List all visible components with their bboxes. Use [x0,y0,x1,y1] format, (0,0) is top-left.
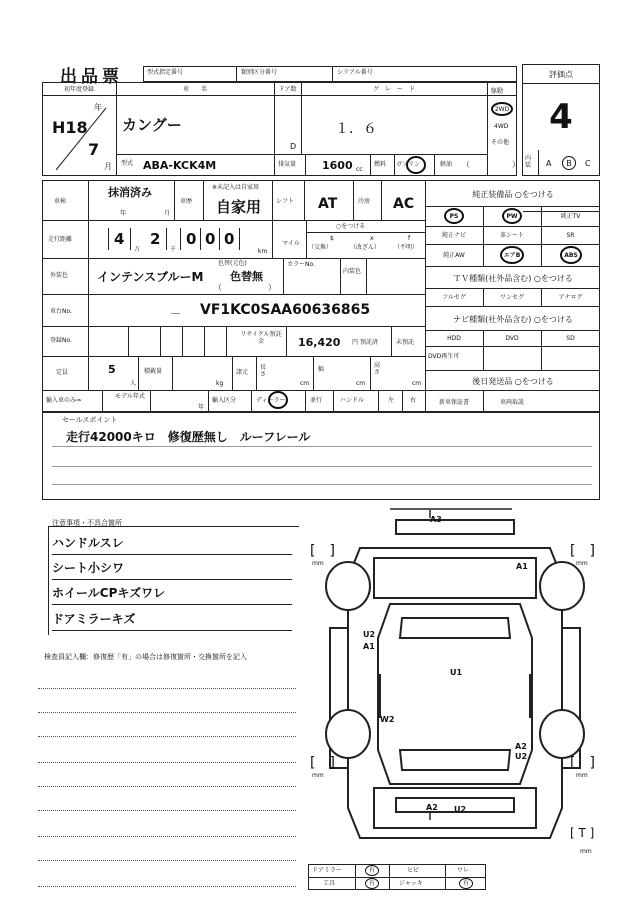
diagonal-slash [52,106,112,172]
interior-c[interactable]: C [585,159,591,168]
shareki-label: 車歴 [180,198,193,205]
eval-value: 4 [549,97,573,137]
shift-label: シフト [276,198,295,205]
model-year-unit: 年 [198,404,205,411]
colorno-label: カラーNo. [287,261,315,268]
shift-value: AT [318,196,338,212]
mark-a1-right: A1 [516,562,528,571]
bottom-table [308,864,486,890]
bracket-front-right: [ ] [570,543,595,559]
eval-label: 評価点 [523,65,599,84]
header-ids [143,66,517,82]
change-opt-3[interactable]: f [408,235,411,242]
bottom-jack-mark: 有 [459,878,473,889]
recycle-value: 16,420 [298,336,341,349]
month-label: 月 [104,162,112,171]
drive-4wd[interactable]: 4WD [494,123,509,130]
drive-other[interactable]: その他 [491,139,510,146]
mm-spare: mm [580,848,592,855]
shaken-value: 抹消済み [108,186,152,199]
import-dealer[interactable]: ディーラー [256,397,286,404]
later-warranty[interactable]: 新車保証書 [438,398,469,406]
mm-front-left: mm [312,560,324,567]
len-label: 長さ [260,364,267,378]
capacity-unit: 人 [130,380,137,387]
first-reg-label: 初年度登録 [63,85,94,93]
reibo-label: 冷房 [358,198,371,205]
mark-u2-right: U2 [515,752,528,761]
change-label-1: （交換） [308,244,333,251]
note-item-4: ドアミラーキズ [52,608,292,631]
interior-a[interactable]: A [546,159,552,168]
navi-title: ナビ種類(社外品含む) ○をつける [453,314,573,324]
door-label: ドア数 [278,85,297,93]
mark-u2-bottom: U2 [454,805,467,814]
len-unit: cm [300,380,310,387]
carname-label: 車 名 [182,85,207,93]
katashiki-label: 型式指定番号 [147,69,184,76]
bottom-mirror-label: ドアミラー [312,867,342,874]
note-item-2: シート小シワ [52,557,292,580]
color-orig-label: 色替(元色) [218,260,247,267]
sales-block [42,412,600,500]
color-orig-value: 色替無 [230,270,263,283]
distance-sen: 千 [170,246,177,253]
height-label: 高さ [374,362,381,376]
import-label: 輸入車のみ⇒ [46,397,82,404]
navi-hdd[interactable]: HDD [447,334,461,342]
bottom-crack-label: ヒビ [407,867,420,874]
bracket-rear-left: [ ] [310,755,335,771]
model-year-label: モデル年式 [115,393,145,400]
load-label: 積載量 [144,368,163,375]
change-label-3: （不明） [394,244,419,251]
distance-digit-4: 0 [205,230,216,248]
change-label-2: （改ざん） [350,244,381,251]
kei-label: 軽油 [440,161,453,168]
options-title: 純正装備品 ○をつける [472,189,554,199]
month-value: 7 [88,140,100,159]
mm-rear-right: mm [576,772,588,779]
handle-right[interactable]: 右 [410,397,417,404]
tv-oneseg[interactable]: ワンセグ [499,293,524,301]
bracket-rear-right: [ ] [570,755,595,771]
import-parallel[interactable]: 並行 [310,397,323,404]
distance-label: 走行距離 [48,236,73,243]
spare-t: T [578,826,586,840]
mark-a1-left: A1 [363,642,375,651]
mark-w2: W2 [380,715,395,724]
drive-label: 駆動 [491,88,504,95]
height-unit: cm [412,380,422,387]
note-item-1: ハンドルスレ [52,532,292,555]
chassis-label: 車台No. [50,308,72,315]
tv-analog[interactable]: アナログ [558,293,583,301]
reg-label: 登録No. [50,337,72,344]
width-label: 幅 [318,366,325,373]
sales-label: セールスポイント [62,416,118,424]
mark-a3: A3 [430,515,442,524]
mark-a2-bottom: A2 [426,803,438,812]
bottom-mirror-mark: 有 [365,865,379,876]
reibo-value: AC [393,196,415,212]
capacity-label: 定員 [56,369,69,376]
paren-open: （ [462,160,470,169]
interior-label: 内装 [525,155,532,169]
mark-a2-right: A2 [515,742,527,751]
opt-pw-circled[interactable]: PW [502,208,522,224]
grade-label: グ レ ー ド [372,85,415,93]
dvd-label: DVD再生可 [428,353,460,360]
tv-title: ＴＶ種類(社外品含む) ○をつける [453,273,573,283]
drive-2wd-circled[interactable]: 2WD [491,102,513,116]
color-orig-paren-open: （ [214,283,222,292]
capacity-value: 5 [108,363,116,376]
sales-text: 走行42000キロ 修復歴無し ルーフレール [66,430,311,444]
shaken-year: 年 [120,210,127,217]
door-unit: D [290,142,297,151]
opt-abs-circled[interactable]: ABS [560,246,582,264]
distance-man: 万 [134,246,141,253]
opt-tv[interactable]: 純正TV [560,212,581,220]
navi-dvd[interactable]: DVD [505,334,519,342]
notes-label: 注意事項・不具合箇所 [52,519,122,527]
change-opt-1[interactable]: $ [330,235,334,242]
bottom-jack-label: ジャッキ [399,880,423,887]
bottom-tool-mark: 有 [365,878,379,889]
color-label: 外装色 [50,272,69,279]
model-value: ABA-KCK4M [143,159,217,172]
displacement-unit: cc [356,166,363,173]
color-value: インテンスブルーM [97,270,204,284]
inspector-note: 検査員記入欄：修復歴「有」の場合は修復箇所・交換箇所を記入 [44,653,247,661]
recycle-label: リサイクル預託金 [240,331,282,345]
shareki-note: ※未記入は自家用 [212,184,260,191]
handle-label: ハンドル [340,397,365,404]
displacement-value: 1600 [322,159,353,172]
opt-ps-circled[interactable]: PS [444,208,464,224]
year-value: H18 [52,118,88,137]
recycle-deposited[interactable]: 預託済 [360,339,379,346]
displacement-label: 排気量 [278,161,297,168]
recycle-unit: 円 [352,339,359,346]
recycle-not-deposited[interactable]: 未預託 [396,339,415,346]
opt-navi[interactable]: 純正ナビ [441,231,466,239]
serial-label: シリアル番号 [337,69,373,76]
navi-sd[interactable]: SD [566,334,575,342]
dims-label: 諸元 [236,369,249,376]
car-diagram [300,508,610,868]
bracket-spare: [ T ] [570,826,595,840]
model-label: 型式 [121,160,134,167]
later-manual[interactable]: 車両取説 [499,398,524,406]
opt-leather[interactable]: 革シート [499,231,524,239]
opt-sr[interactable]: SR [566,231,575,239]
import-circle-mark [268,391,288,409]
later-title: 後日発送品 ○をつける [472,376,554,386]
distance-digit-5: 0 [224,230,235,248]
load-unit: kg [216,380,224,387]
width-unit: cm [356,380,366,387]
tv-fullseg[interactable]: フルセグ [442,293,466,301]
handle-left[interactable]: 左 [388,397,395,404]
mile-label: マイル [282,240,300,247]
mark-u2-left: U2 [363,630,376,639]
mm-rear-left: mm [312,772,324,779]
chassis-dash: － [170,307,181,320]
fuel-value: ガソリン [396,161,421,168]
opt-airbag-circled[interactable]: エアB [500,246,524,264]
circle-note: ○をつける [336,223,366,230]
shareki-value: 自家用 [216,198,262,216]
grade-value: １．６ [335,121,377,137]
year-label: 年 [94,103,102,112]
import-div-label: 輸入区分 [212,397,237,404]
page-title: 出品票 [60,67,123,87]
ruibetsu-label: 類別区分番号 [241,69,278,76]
opt-aw[interactable]: 純正AW [443,251,465,259]
interior-b-circled[interactable]: B [562,156,576,170]
distance-digit-1: 4 [114,230,125,248]
shaken-month: 月 [164,210,171,217]
fuel-label: 燃料 [374,161,387,168]
bottom-tool-label: 工具 [323,880,336,887]
note-item-3: ホイールCPキズワレ [52,582,292,605]
carname-value: カングー [122,116,182,134]
bottom-break-label: ワレ [457,867,470,874]
mm-front-right: mm [576,560,588,567]
interior-color-label: 内装色 [343,268,362,275]
mark-u1: U1 [450,668,463,677]
shaken-label: 車検 [54,198,67,205]
color-orig-paren-close: ） [268,283,276,292]
distance-digit-3: 0 [186,230,197,248]
distance-unit: km [258,248,268,255]
change-opt-2[interactable]: x [370,235,374,242]
fuel-circle-mark [406,156,426,174]
distance-digit-2: 2 [150,230,161,248]
paren-close: ） [512,160,520,169]
bracket-front-left: [ ] [310,543,335,559]
chassis-value: VF1KC0SAA60636865 [200,302,371,318]
